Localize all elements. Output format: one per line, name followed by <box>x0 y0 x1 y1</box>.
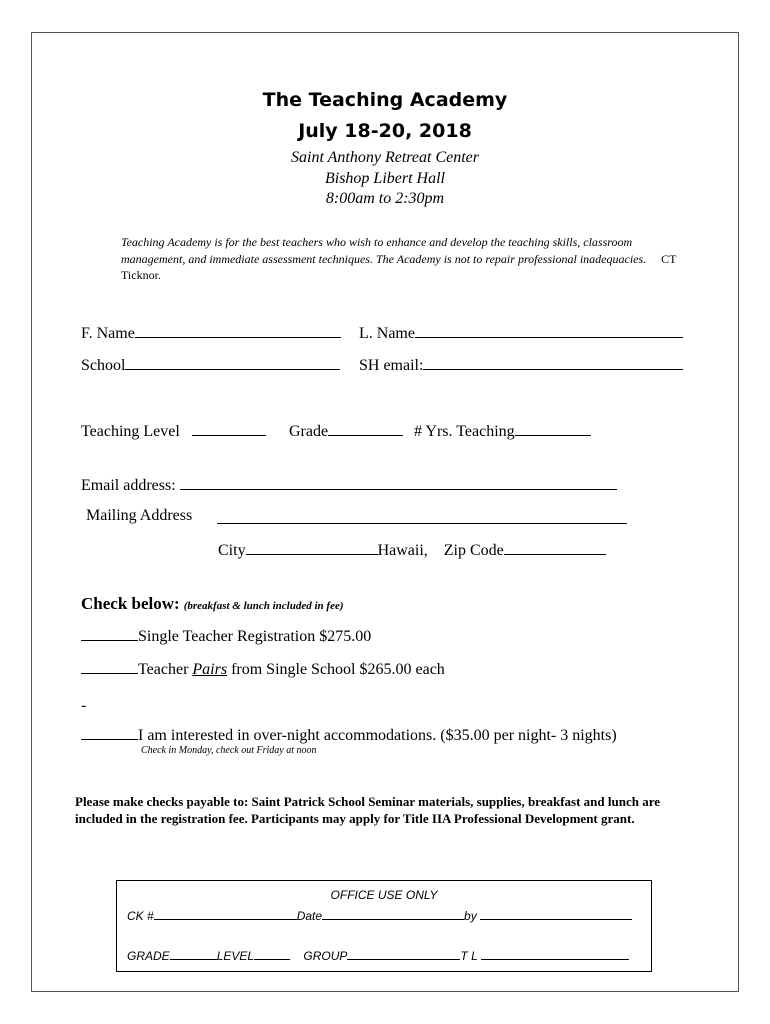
sh-email-label: SH email: <box>359 357 424 374</box>
sh-email-field[interactable] <box>359 355 683 375</box>
option-single-label: Single Teacher Registration $275.00 <box>138 628 372 645</box>
option-single-checkline[interactable] <box>81 626 138 641</box>
tl-label: T L <box>460 949 478 963</box>
group-line[interactable] <box>347 948 460 960</box>
school-label: School <box>81 357 126 374</box>
grade-office-label: GRADE <box>127 949 170 963</box>
office-row-1 <box>127 908 632 923</box>
academy-description <box>121 234 681 284</box>
payment-instructions: Please make checks payable to: Saint Patrick School Seminar materials, supplies, breakfast and lunch are included in the registration fee. Participants may apply for Title IIA Professional Development grant. <box>75 794 661 826</box>
date-line[interactable] <box>322 908 464 920</box>
event-hall: Bishop Libert Hall <box>324 170 445 187</box>
description-author: CT Ticknor. <box>121 251 677 282</box>
by-label: by <box>464 909 477 923</box>
first-name-field[interactable] <box>81 323 341 343</box>
teaching-level-field[interactable] <box>81 421 266 441</box>
zip-code-line[interactable] <box>504 540 606 555</box>
office-row-2 <box>127 948 629 963</box>
city-field[interactable] <box>218 540 606 560</box>
form-title: The Teaching Academy <box>262 89 508 111</box>
years-teaching-line[interactable] <box>515 421 591 436</box>
first-name-label: F. Name <box>81 325 135 342</box>
years-teaching-label: # Yrs. Teaching <box>414 423 515 440</box>
option-overnight-label: I am interested in over-night accommodations. ($35.00 per night- 3 nights) <box>138 727 617 744</box>
office-use-title: OFFICE USE ONLY <box>330 888 438 902</box>
email-field[interactable] <box>81 475 617 495</box>
options-heading <box>81 594 344 614</box>
city-label: City <box>218 542 246 559</box>
level-line[interactable] <box>254 948 290 960</box>
years-teaching-field[interactable] <box>414 421 591 441</box>
date-label: Date <box>296 909 323 923</box>
option-overnight-checkline[interactable] <box>81 725 138 740</box>
teaching-level-label: Teaching Level <box>81 423 180 440</box>
options-note: (breakfast & lunch included in fee) <box>183 600 344 612</box>
teaching-level-line[interactable] <box>192 421 266 436</box>
last-name-line[interactable] <box>415 323 683 338</box>
ck-label: CK # <box>127 909 154 923</box>
option-pairs[interactable] <box>81 659 445 679</box>
email-line[interactable] <box>180 475 617 490</box>
mailing-address-label: Mailing Address <box>86 507 193 524</box>
grade-label: Grade <box>289 423 329 440</box>
last-name-label: L. Name <box>359 325 415 342</box>
zip-code-label: Zip Code <box>443 542 504 559</box>
ck-line[interactable] <box>154 908 297 920</box>
mailing-address-field[interactable] <box>86 507 192 525</box>
overnight-note: Check in Monday, check out Friday at noon <box>141 745 317 756</box>
mailing-address-line[interactable] <box>217 509 627 524</box>
options-heading-label: Check below: <box>81 594 180 613</box>
grade-office-line[interactable] <box>170 948 217 960</box>
event-venue: Saint Anthony Retreat Center <box>291 149 479 166</box>
tl-line[interactable] <box>481 948 629 960</box>
grade-line[interactable] <box>328 421 403 436</box>
email-label: Email address: <box>81 477 176 494</box>
group-label: GROUP <box>303 949 348 963</box>
last-name-field[interactable] <box>359 323 683 343</box>
city-line[interactable] <box>246 540 378 555</box>
option-pairs-suffix: from Single School $265.00 each <box>227 661 445 678</box>
event-time: 8:00am to 2:30pm <box>325 190 445 207</box>
event-dates: July 18-20, 2018 <box>298 120 472 142</box>
school-line[interactable] <box>125 355 340 370</box>
grade-field[interactable] <box>289 421 403 441</box>
by-line[interactable] <box>480 908 632 920</box>
office-use-box <box>116 880 652 972</box>
dash-mark: - <box>81 697 87 714</box>
option-single[interactable] <box>81 626 371 646</box>
school-field[interactable] <box>81 355 340 375</box>
state-label: Hawaii, <box>377 542 428 559</box>
option-pairs-prefix: Teacher <box>138 661 193 678</box>
level-label: LEVEL <box>216 949 255 963</box>
option-overnight[interactable] <box>81 725 617 745</box>
first-name-line[interactable] <box>135 323 341 338</box>
option-pairs-checkline[interactable] <box>81 659 138 674</box>
description-text: Teaching Academy is for the best teachers who wish to enhance and develop the teaching skills, classroom management, and immediate assessment techniques. The Academy is not to repair professional inadequacies. <box>121 235 647 266</box>
option-pairs-word: Pairs <box>192 661 228 678</box>
sh-email-line[interactable] <box>423 355 683 370</box>
